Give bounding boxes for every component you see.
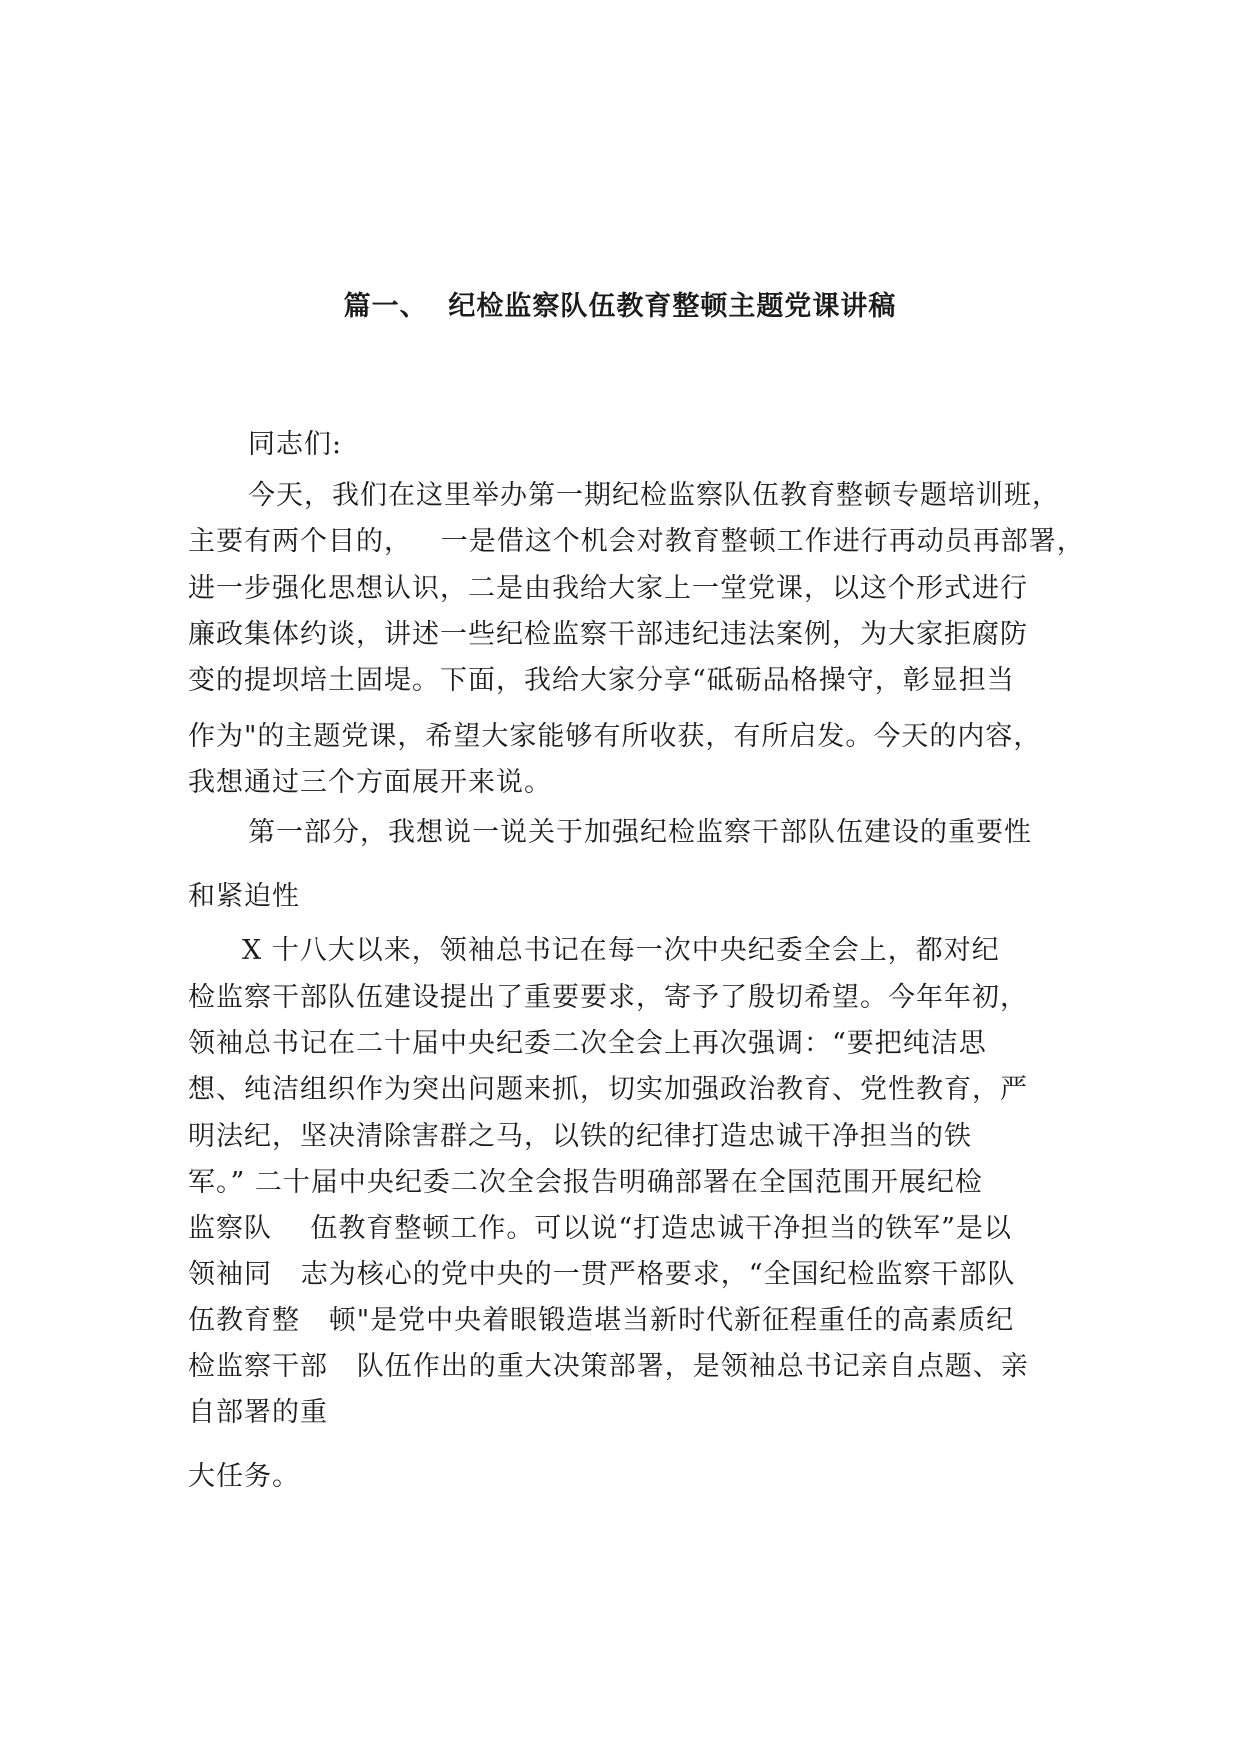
paragraph-line: 进一步强化思想认识，二是由我给大家上一堂党课，以这个形式进行	[188, 573, 1028, 604]
paragraph-line: 想、纯洁组织作为突出问题来抓，切实加强政治教育、党性教育，严	[188, 1074, 1028, 1105]
paragraph-line: 军。” 二十届中央纪委二次全会报告明确部署在全国范围开展纪检	[188, 1167, 983, 1198]
paragraph-line: 我想通过三个方面展开来说。	[188, 767, 552, 798]
section-heading-line: 第一部分，我想说一说关于加强纪检监察干部队伍建设的重要性	[248, 817, 1032, 848]
paragraph-line: 自部署的重	[188, 1397, 328, 1428]
paragraph-line: X 十八大以来，领袖总书记在每一次中央纪委全会上，都对纪	[242, 935, 1000, 966]
paragraph-line: 监察队 伍教育整顿工作。可以说“打造忠诚干净担当的铁军”是以	[188, 1213, 1012, 1244]
paragraph-line: 检监察干部 队伍作出的重大决策部署，是领袖总书记亲自点题、亲	[188, 1351, 1029, 1382]
paragraph-line: 领袖总书记在二十届中央纪委二次全会上再次强调：“要把纯洁思	[188, 1028, 987, 1059]
paragraph-line: 廉政集体约谈，讲述一些纪检监察干部违纪违法案例，为大家拒腐防	[188, 619, 1028, 650]
paragraph-line: 领袖同 志为核心的党中央的一贯严格要求，“全国纪检监察干部队	[188, 1259, 1016, 1290]
document-title: 篇一、 纪检监察队伍教育整顿主题党课讲稿	[343, 291, 897, 322]
paragraph-line: 今天，我们在这里举办第一期纪检监察队伍教育整顿专题培训班，	[248, 480, 1060, 511]
paragraph-line: 同志们:	[248, 429, 343, 460]
paragraph-line: 明法纪，坚决清除害群之马，以铁的纪律打造忠诚干净担当的铁	[188, 1121, 972, 1152]
paragraph-line: 主要有两个目的， 一是借这个机会对教育整顿工作进行再动员再部署，	[188, 526, 1085, 557]
paragraph-line: 作为"的主题党课，希望大家能够有所收获，有所启发。今天的内容，	[188, 721, 1042, 752]
section-heading-line: 和紧迫性	[188, 881, 300, 912]
paragraph-line: 大任务。	[188, 1461, 300, 1492]
paragraph-line: 检监察干部队伍建设提出了重要要求，寄予了殷切希望。今年年初，	[188, 982, 1028, 1013]
paragraph-line: 伍教育整 顿"是党中央着眼锻造堪当新时代新征程重任的高素质纪	[188, 1305, 1015, 1336]
paragraph-line: 变的提坝培土固堤。下面，我给大家分享“砥砺品格操守，彰显担当	[188, 665, 1015, 696]
